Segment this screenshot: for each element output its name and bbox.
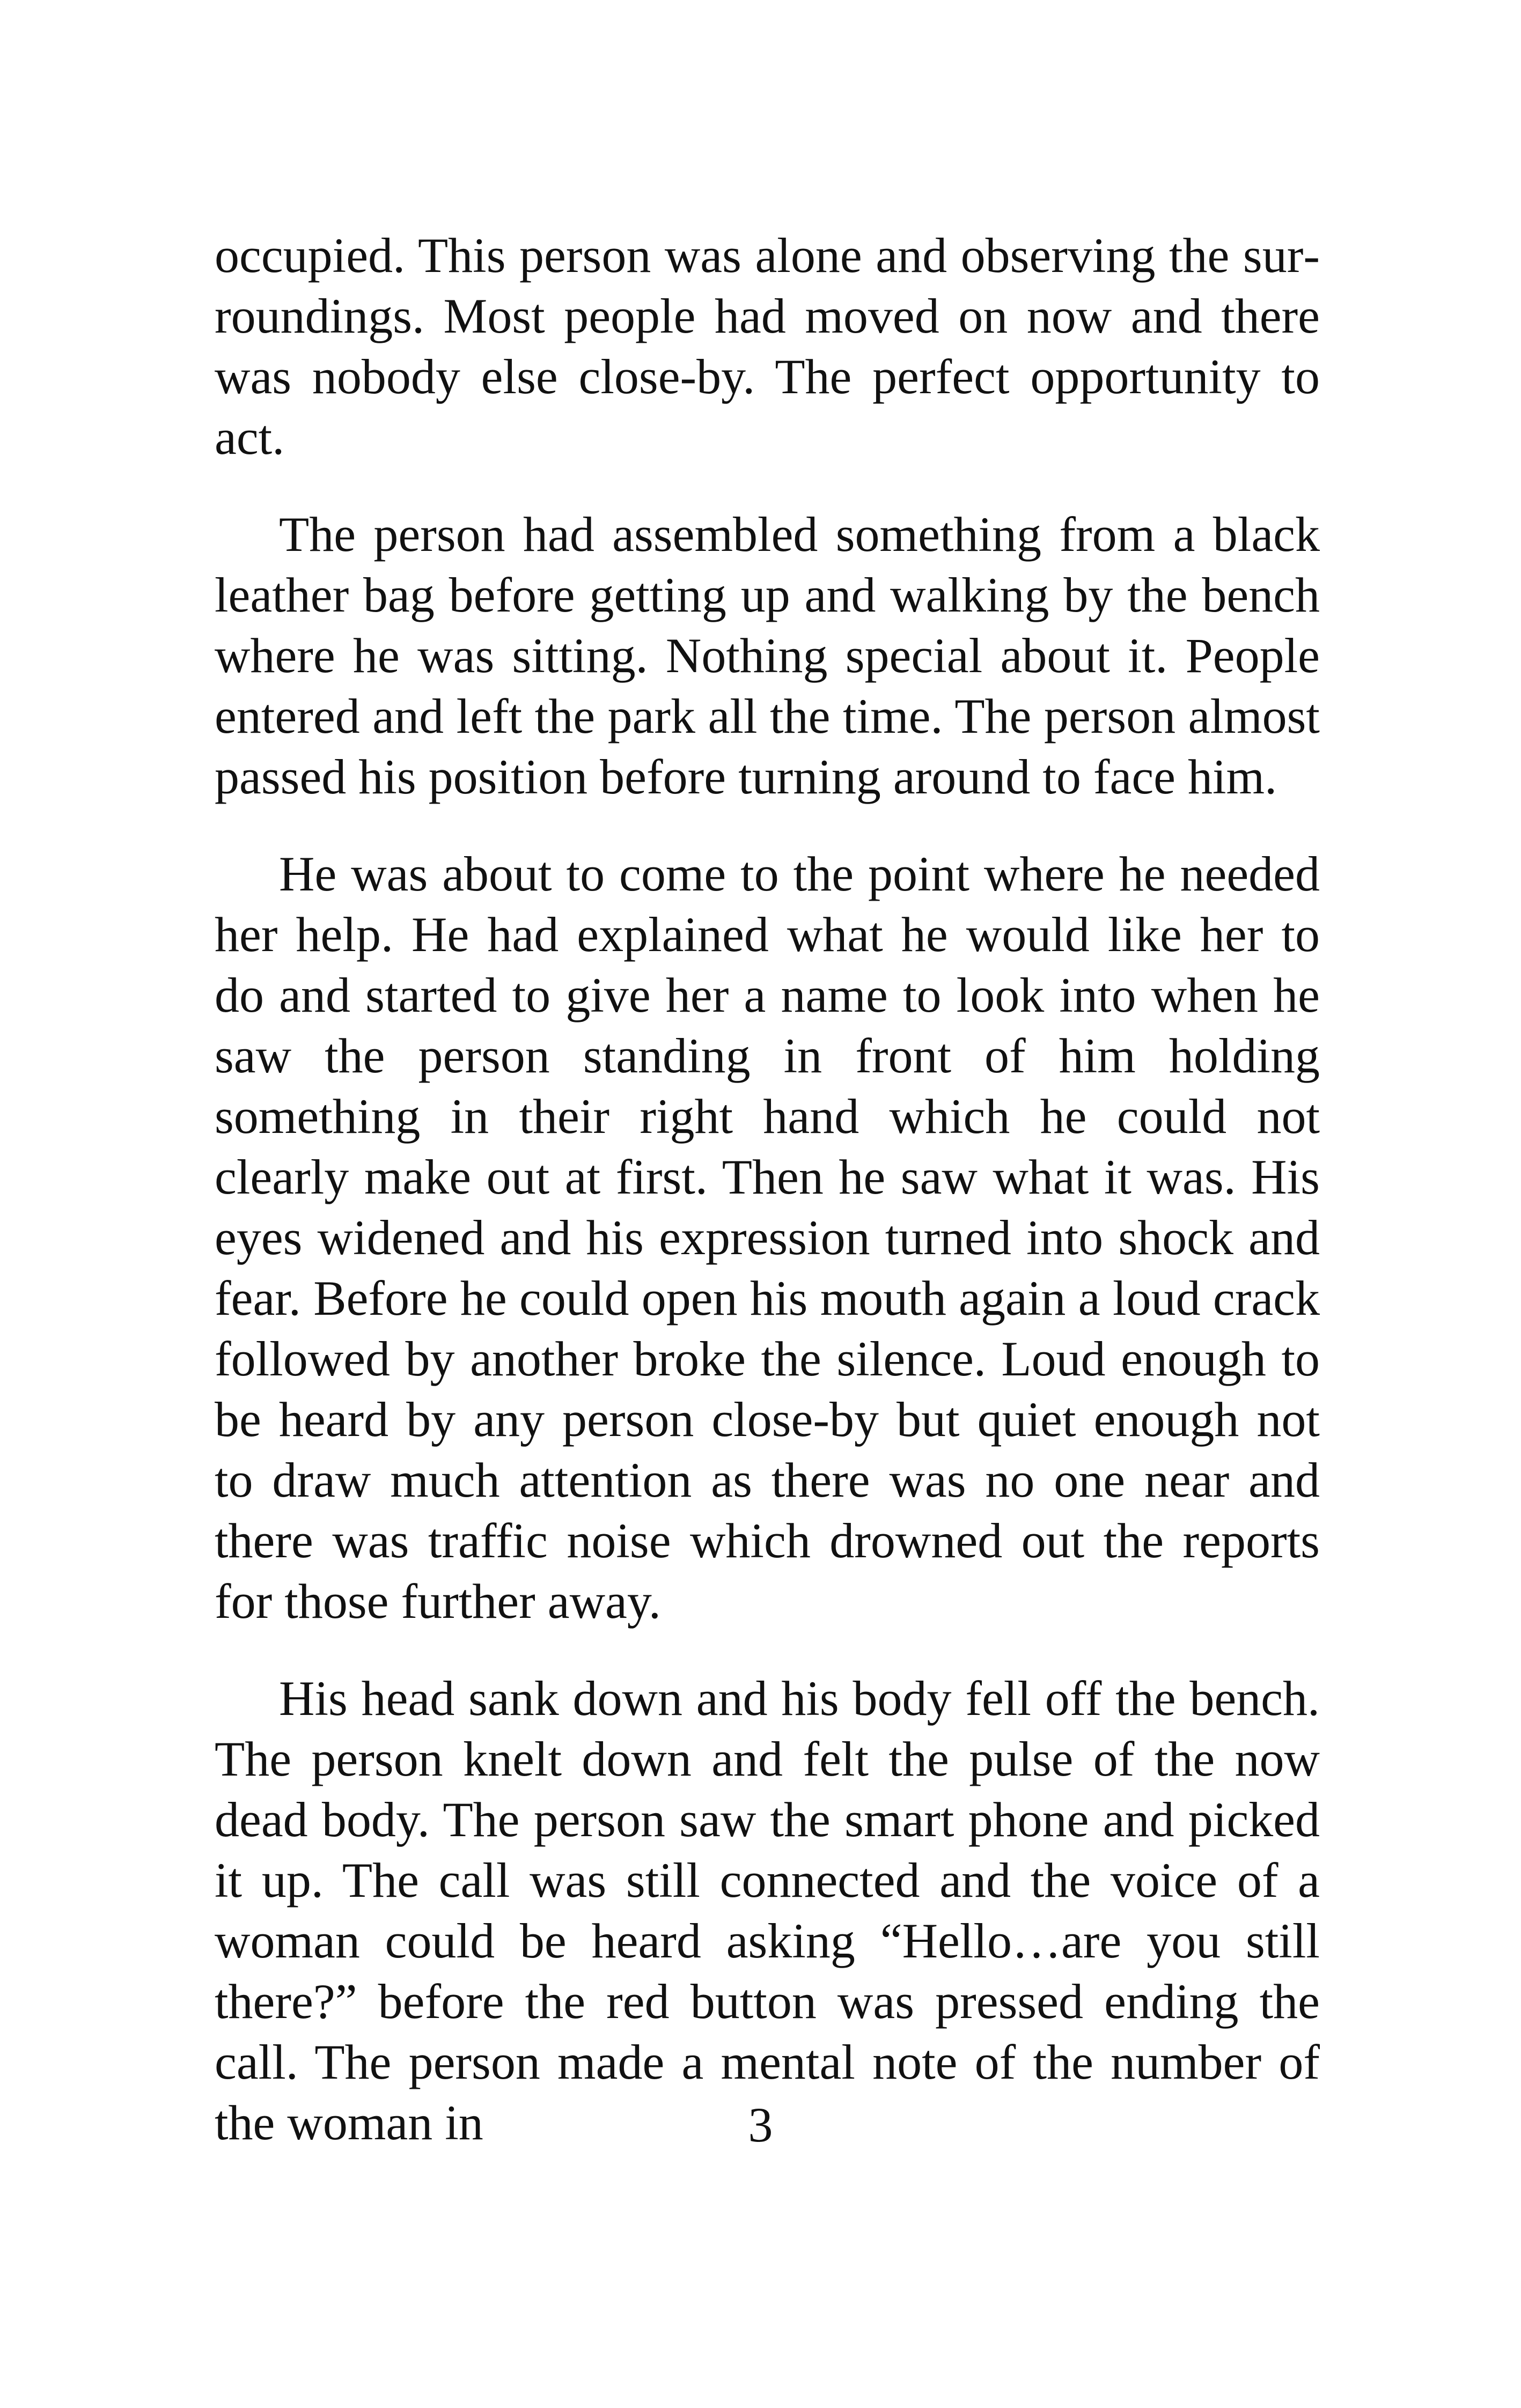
paragraph: He was about to come to the point where he needed her help. He had explained what he would like her to do and started to give her a name to look into when he saw the person standing in front of him holding something in their right hand which he could not clearly make out at first. Then he saw what it was. His eyes widened and his expression turned into shock and fear. Before he could open his mouth again a loud crack followed by another broke the silence. Loud enough to be heard by any person close-by but quiet enough not to draw much attention as there was no one near and there was traffic noise which drowned out the reports for those further away. [215, 846, 1320, 1629]
book-page-body [215, 225, 1320, 2150]
paragraph: His head sank down and his body fell off the bench. The person knelt down and felt the pulse of the now dead body. The person saw the smart phone and picked it up. The call was still connected and the voice of a woman could be heard asking “Hello…are you still there?” before the red button was pressed ending the call. The person made a mental note of the number of the woman in [215, 1671, 1320, 2150]
paragraph: The person had assembled something from a black leather bag before getting up and walking by the bench where he was sitting. Nothing special about it. People entered and left the park all the time. The person almost passed his position before turning around to face him. [215, 507, 1320, 804]
paragraph: occupied. This person was alone and observing the surroundings. Most people had moved on now and there was nobody else close-by. The perfect opportunity to act. [215, 228, 1320, 465]
page-number: 3 [748, 2097, 773, 2152]
